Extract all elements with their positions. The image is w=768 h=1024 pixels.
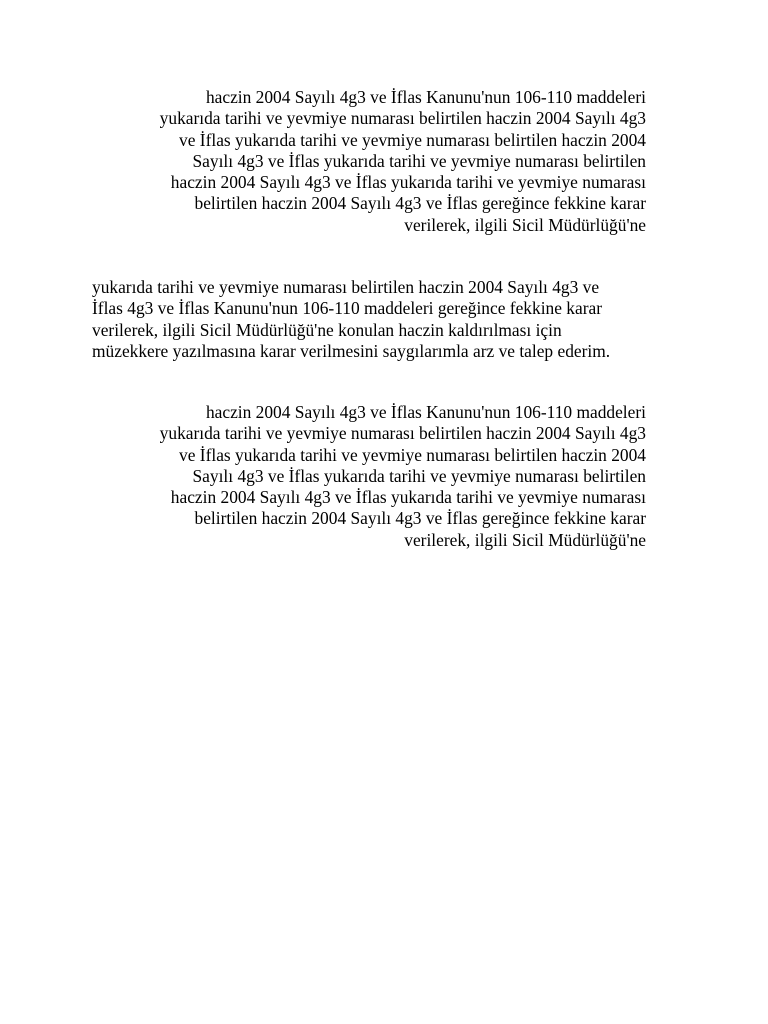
paragraph-1: [160, 87, 646, 236]
paragraph-line: haczin 2004 Sayılı 4g3 ve İflas Kanunu'nun 106-110 maddeleri: [205, 402, 646, 422]
paragraph-line: ve İflas yukarıda tarihi ve yevmiye numarası belirtilen haczin 2004: [179, 444, 646, 465]
paragraph-2: [92, 277, 610, 362]
paragraph-line: yukarıda tarihi ve yevmiye numarası belirtilen haczin 2004 Sayılı 4g3: [159, 423, 646, 444]
paragraph-line: haczin 2004 Sayılı 4g3 ve İflas yukarıda tarihi ve yevmiye numarası: [170, 487, 646, 508]
paragraph-line: belirtilen haczin 2004 Sayılı 4g3 ve İflas gereğince fekkine karar: [194, 508, 646, 529]
paragraph-line: Sayılı 4g3 ve İflas yukarıda tarihi ve yevmiye numarası belirtilen: [192, 465, 646, 486]
paragraph-line: yukarıda tarihi ve yevmiye numarası belirtilen haczin 2004 Sayılı 4g3 ve: [92, 277, 600, 297]
paragraph-line: müzekkere yazılmasına karar verilmesini saygılarımla arz ve talep ederim.: [92, 340, 611, 361]
paragraph-line: İflas 4g3 ve İflas Kanunu'nun 106-110 maddeleri gereğince fekkine karar: [92, 298, 603, 319]
paragraph-line: verilerek, ilgili Sicil Müdürlüğü'ne konulan haczin kaldırılması için: [92, 319, 562, 340]
paragraph-line: haczin 2004 Sayılı 4g3 ve İflas yukarıda tarihi ve yevmiye numarası: [170, 172, 646, 193]
paragraph-line: ve İflas yukarıda tarihi ve yevmiye numarası belirtilen haczin 2004: [179, 129, 646, 150]
paragraph-line: yukarıda tarihi ve yevmiye numarası belirtilen haczin 2004 Sayılı 4g3: [159, 108, 646, 129]
paragraph-3: [160, 402, 646, 551]
paragraph-line: belirtilen haczin 2004 Sayılı 4g3 ve İflas gereğince fekkine karar: [194, 193, 646, 214]
paragraph-line: verilerek, ilgili Sicil Müdürlüğü'ne: [404, 214, 646, 235]
paragraph-line: haczin 2004 Sayılı 4g3 ve İflas Kanunu'nun 106-110 maddeleri: [205, 87, 646, 107]
paragraph-line: verilerek, ilgili Sicil Müdürlüğü'ne: [404, 529, 646, 550]
paragraph-line: Sayılı 4g3 ve İflas yukarıda tarihi ve yevmiye numarası belirtilen: [192, 150, 646, 171]
